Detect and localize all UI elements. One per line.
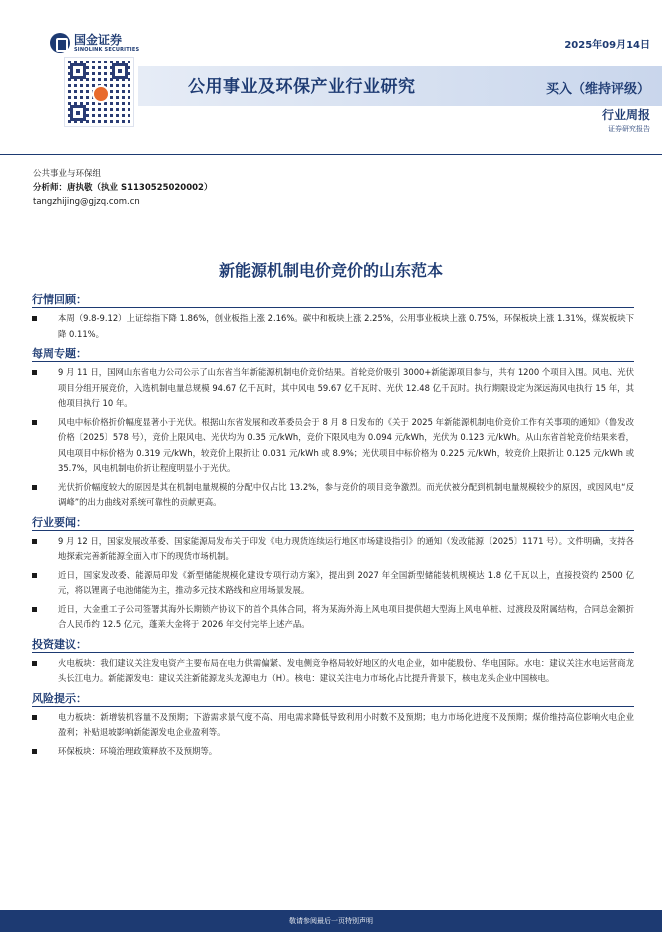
section-heading: 投资建议： <box>32 637 634 653</box>
list-item: 火电板块：我们建议关注发电资产主要布局在电力供需偏紧、发电侧竞争格局较好地区的火电企业，如申能股份、华电国际。水电：建议关注水电运营商龙头长江电力。新能源发电：建议关注新能源龙头龙源电力（H）。核电：建议关注电力市场化占比提升背景下，核电龙头企业中国核电。 <box>32 656 634 687</box>
section-industry-news <box>32 515 634 633</box>
bullet-icon <box>32 568 42 599</box>
bullet-icon <box>32 710 42 741</box>
rating-label: 买入（维持评级） <box>545 82 650 97</box>
report-type: 证券研究报告 <box>608 125 650 133</box>
bullet-icon <box>32 744 42 760</box>
report-title: 新能源机制电价竞价的山东范本 <box>218 261 443 280</box>
list-item: 近日，大金重工子公司签署其海外长期锁产协议下的首个具体合同，将为某海外海上风电项目提供超大型海上风电单桩、过渡段及附属结构，合同总金额折合人民币约 12.5 亿元，蓬莱大金将于 2026 年交付完毕上述产品。 <box>32 602 634 633</box>
logo-name-cn: 国金证券 <box>74 32 123 47</box>
section-heading: 行业要闻： <box>32 515 634 531</box>
report-header <box>0 0 662 150</box>
list-item: 光伏折价幅度较大的原因是其在机制电量规模的分配中仅占比 13.2%，参与竞价的项目竞争激烈。而光伏被分配到机制电量规模较少的原因，或因风电“反调峰”的出力曲线对系统可靠性的贡献更高。 <box>32 480 634 511</box>
list-item: 9 月 12 日，国家发展改革委、国家能源局发布关于印发《电力现货连续运行地区市场建设指引》的通知（发改能源〔2025〕1171 号）。文件明确，支持各地探索完善新能源全面入市下的现货市场机制。 <box>32 534 634 565</box>
section-heading: 每周专题： <box>32 346 634 362</box>
qr-code-icon <box>65 58 133 126</box>
bullet-icon <box>32 415 42 477</box>
section-investment-advice <box>32 637 634 687</box>
analyst-info <box>33 167 212 209</box>
report-body <box>32 292 634 763</box>
bullet-icon <box>32 656 42 687</box>
logo-name-en: SINOLINK SECURITIES <box>74 46 140 53</box>
analyst-group: 公共事业与环保组 <box>33 169 102 179</box>
section-risk-warning <box>32 691 634 760</box>
report-kind: 行业周报 <box>601 108 650 122</box>
bullet-icon <box>32 602 42 633</box>
bullet-icon <box>32 365 42 412</box>
bullet-icon <box>32 480 42 511</box>
section-heading: 风险提示： <box>32 691 634 707</box>
list-item: 本周（9.8-9.12）上证综指下降 1.86%，创业板指上涨 2.16%。碳中和板块上涨 2.25%，公用事业板块上涨 0.75%，环保板块上涨 1.31%，煤炭板块下降 0.11%。 <box>32 311 634 342</box>
section-market-review <box>32 292 634 342</box>
list-item: 风电中标价格折价幅度显著小于光伏。根据山东省发展和改革委员会于 8 月 8 日发布的《关于 2025 年新能源机制电价竞价工作有关事项的通知》（鲁发改价格〔2025〕578 号），竞价上限风电、光伏均为 0.35 元/kWh，竞价下限风电为 0.094 元/kWh，光伏为 0.123 元/kWh。从山东省首轮竞价结果来看，风电项目中标价格为 0.319 元/kWh，较竞价上限折让 0.031 元/kWh 或 8.9%；光伏项目中标价格为 0.225 元/kWh，较竞价上限折让 0.125 元/kWh 或 35.7%，风电机制电价折让程度明显小于光伏。 <box>32 415 634 477</box>
analyst-name: 分析师：唐执敬（执业 S1130525020002） <box>33 183 213 193</box>
footer-disclaimer: 敬请参阅最后一页特别声明 <box>289 917 373 925</box>
company-logo <box>50 33 139 53</box>
industry-title: 公用事业及环保产业行业研究 <box>188 77 416 97</box>
logo-icon <box>50 33 70 53</box>
header-divider <box>0 154 662 155</box>
bullet-icon <box>32 311 42 342</box>
list-item: 电力板块：新增装机容量不及预期；下游需求景气度不高、用电需求降低导致利用小时数不及预期；电力市场化进度不及预期；煤价维持高位影响火电企业盈利；补贴退坡影响新能源发电企业盈利等。 <box>32 710 634 741</box>
analyst-email: tangzhijing@gjzq.com.cn <box>33 197 140 207</box>
bullet-icon <box>32 534 42 565</box>
list-item: 近日，国家发改委、能源局印发《新型储能规模化建设专项行动方案》，提出到 2027 年全国新型储能装机规模达 1.8 亿千瓦以上，直接投资约 2500 亿元，将以锂离子电池储能为主，推动多元技术路线和应用场景发展。 <box>32 568 634 599</box>
list-item: 9 月 11 日，国网山东省电力公司公示了山东省当年新能源机制电价竞价结果。首轮竞价吸引 3000+新能源项目参与，共有 1200 个项目入围。风电、光伏项目分组开展竞价，入选机制电量总规模 94.67 亿千瓦时，其中风电 59.67 亿千瓦时、光伏 12.48 亿千瓦时。执行期限设定为深远海风电执行 15 年，其他项目执行 10 年。 <box>32 365 634 412</box>
section-weekly-topic <box>32 346 634 511</box>
section-heading: 行情回顾： <box>32 292 634 308</box>
list-item: 环保板块：环境治理政策释放不及预期等。 <box>32 744 634 760</box>
report-date: 2025年09月14日 <box>564 40 650 51</box>
